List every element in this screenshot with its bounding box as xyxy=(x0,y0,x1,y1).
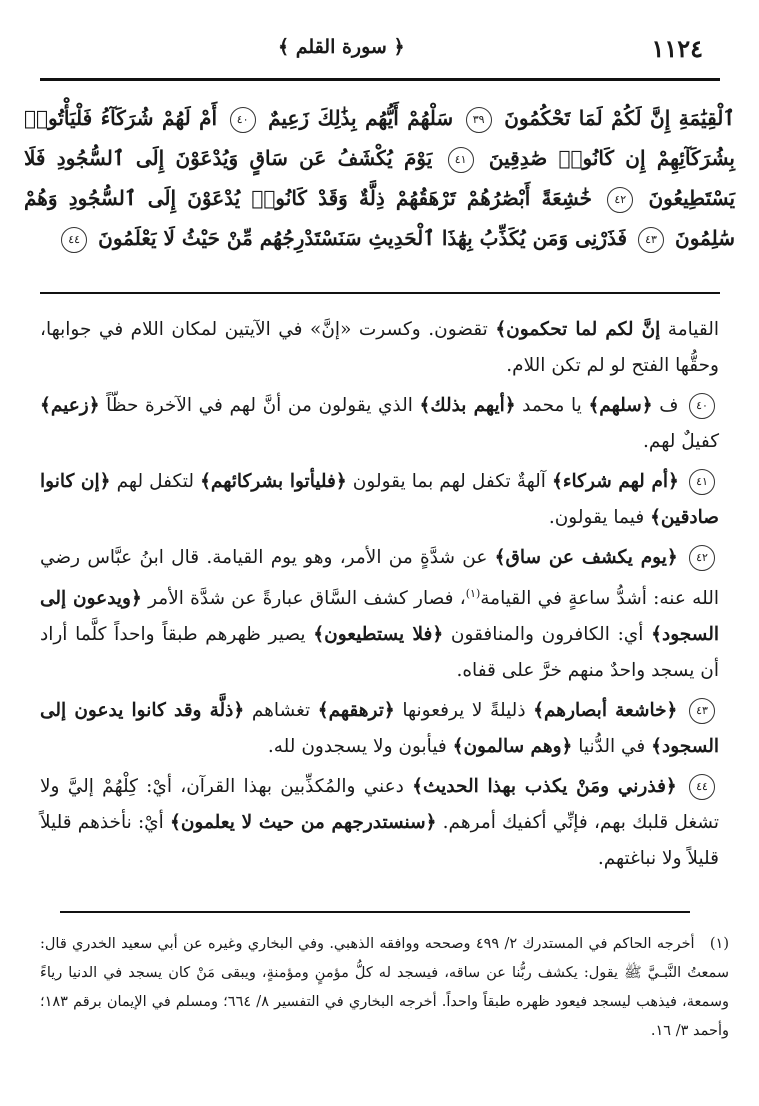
ayah-text: أَمْ لَهُمْ شُرَكَآءُ فَلْيَأْتُوا۟ بِشُرَكَآئِهِمْ إِن كَانُوا۟ صَٰدِقِينَ xyxy=(24,106,735,170)
commentary-text: دعني والمُكذِّبين بهذا القرآن، أيْ: كِلْهُمْ إليَّ ولا تشغل قلبك بهم، فإنِّي أكفيك أمرهم. xyxy=(40,776,719,834)
commentary-text: ، فصار كشف السَّاق عبارةً عن شدَّة الأمر xyxy=(141,588,466,610)
quote-text: ﴿يوم يكشف عن ساق﴾ xyxy=(494,547,678,568)
header-rule xyxy=(40,78,720,81)
ayah-number-marker: ٣٩ xyxy=(466,107,492,133)
commentary-text: فيأبون ولا يسجدون لله. xyxy=(267,736,453,758)
ayah-number-marker: ٤١ xyxy=(689,469,715,495)
commentary-text: القيامة xyxy=(660,319,719,340)
quote-text: ﴿زعيم﴾ xyxy=(40,395,100,416)
quote-text: ﴿أم لهم شركاء﴾ xyxy=(552,471,679,492)
surah-title: ﴿ سورة القلم ﴾ xyxy=(278,36,405,58)
footnote-divider xyxy=(60,911,690,913)
commentary-paragraph xyxy=(40,388,719,460)
commentary-text: أيْ: نأخذهم قليلاً قليلاً ولا نباغتهم. xyxy=(40,812,719,870)
page-number: ١١٢٤ xyxy=(651,34,703,63)
footnote xyxy=(40,930,729,1046)
commentary-text: تقضون. وكسرت «إنَّ» في الآيتين لمكان اللام في جوابها، وحقُّها الفتح لو لم تكن اللام. xyxy=(40,319,719,376)
commentary-text: ذليلةً لا يرفعونها xyxy=(394,700,534,722)
commentary-text: لتكفل لهم xyxy=(110,471,201,492)
commentary-text: عن شدَّةٍ من الأمر، وهو يوم القيامة. قال ابنُ عبَّاس رضي الله عنه: أشدُّ ساعةٍ في القيامة xyxy=(40,547,719,610)
quote-text: ﴿ذلَّة وقد كانوا يدعون إلى السجود﴾ xyxy=(40,700,719,758)
commentary-paragraph xyxy=(40,312,719,384)
ayah-number-marker: ٤٣ xyxy=(689,698,715,724)
ayah-text: سَلْهُمْ أَيُّهُم بِذَٰلِكَ زَعِيمٌ xyxy=(268,106,454,130)
commentary-text: يا محمد xyxy=(515,395,589,416)
footnote-ref[interactable]: (١) xyxy=(465,587,481,600)
commentary-paragraph xyxy=(40,693,719,765)
commentary xyxy=(40,312,719,881)
quote-text: ﴿خاشعة أبصارهم﴾ xyxy=(533,700,678,722)
commentary-text: كفيلٌ لهم. xyxy=(643,431,719,452)
commentary-text: يصير ظهرهم طبقاً واحداً كلَّما أراد أن يسجد واحدٌ منهم خرَّ على قفاه. xyxy=(40,624,719,682)
commentary-text: فيما يقولون. xyxy=(548,507,651,528)
quote-text: ﴿ويدعون إلى السجود﴾ xyxy=(40,588,720,646)
quote-text: ﴿سنستدرجهم من حيث لا يعلمون﴾ xyxy=(169,812,437,834)
commentary-text: تغشاهم xyxy=(244,700,318,722)
ayah-number-marker: ٤٤ xyxy=(61,227,87,253)
ayah-number-marker: ٤٠ xyxy=(689,393,715,419)
ayah-text: يَوْمَ يُكْشَفُ عَن سَاقٍ وَيُدْعَوْنَ إِلَى ٱلسُّجُودِ فَلَا يَسْتَطِيعُونَ xyxy=(24,146,736,210)
quran-text xyxy=(24,98,735,258)
footnote-number: (١) xyxy=(709,936,729,952)
section-divider xyxy=(40,292,720,294)
ayah-number-marker: ٤٤ xyxy=(689,774,715,800)
ayah-number-marker: ٤٠ xyxy=(230,107,256,133)
ayah-number-marker: ٤٢ xyxy=(689,545,715,571)
commentary-text: ف xyxy=(652,395,679,416)
quote-text: إنَّ لكم لما تحكمون﴾ xyxy=(495,319,661,340)
commentary-text: أي: الكافرون والمنافقون xyxy=(443,624,652,646)
quote-text: ﴿ترهقهم﴾ xyxy=(317,700,395,722)
quote-text: ﴿سلهم﴾ xyxy=(588,395,653,416)
quote-text: ﴿فذرني ومَنْ يكذب بهذا الحديث﴾ xyxy=(412,776,677,798)
ayah-number-marker: ٤١ xyxy=(448,147,474,173)
ayah-number-marker: ٤٣ xyxy=(638,227,664,253)
quote-text: ﴿أيهم بذلك﴾ xyxy=(419,395,516,416)
quote-text: ﴿وهم سالمون﴾ xyxy=(452,736,573,758)
quote-text: ﴿فلا يستطيعون﴾ xyxy=(313,624,444,646)
page-header xyxy=(40,34,719,70)
commentary-paragraph xyxy=(40,464,719,536)
quote-text: ﴿فليأتوا بشركائهم﴾ xyxy=(200,471,347,492)
ayah-text: ٱلْقِيَٰمَةِ إِنَّ لَكُمْ لَمَا تَحْكُمُونَ xyxy=(504,106,736,130)
commentary-text: في الدُّنيا xyxy=(572,736,652,758)
ayah-text: فَذَرْنِى وَمَن يُكَذِّبُ بِهَٰذَا ٱلْحَدِيثِ سَنَسْتَدْرِجُهُم مِّنْ حَيْثُ لَا يَعْلَمُونَ xyxy=(98,226,628,250)
ayah-number-marker: ٤٢ xyxy=(607,187,633,213)
commentary-text: الذي يقولون من أنَّ لهم في الآخرة حظّاً xyxy=(99,395,420,416)
commentary-paragraph xyxy=(40,540,719,689)
commentary-text: آلهةٌ تكفل لهم بما يقولون xyxy=(346,471,552,492)
ayah-text: خَٰشِعَةً أَبْصَٰرُهُمْ تَرْهَقُهُمْ ذِلَّةٌ وَقَدْ كَانُوا۟ يُدْعَوْنَ إِلَى ٱلسُّجُودِ وَهُمْ سَٰلِمُونَ xyxy=(24,186,735,250)
commentary-paragraph xyxy=(40,769,719,877)
footnote-text: أخرجه الحاكم في المستدرك ٢/ ٤٩٩ وصححه ووافقه الذهبي. وفي البخاري وغيره عن أبي سعيد الخدري قال: سمعتُ النَّبـيَّ ﷺ يقول: يكشف ربُّنا عن ساقه، فيسجد له كلُّ مؤمنٍ ومؤمنةٍ، ويبقى مَنْ كان يسجد في الدنيا رياءً وسمعة، فيذهب ليسجد فيعود ظهره طبقاً واحداً. أخرجه البخاري في التفسير ٨/ ٦٦٤؛ ومسلم في الإيمان برقم ١٨٣؛ وأحمد ٣/ ١٦. xyxy=(40,936,729,1039)
quote-text: ﴿إن كانوا صادقين﴾ xyxy=(40,471,719,528)
